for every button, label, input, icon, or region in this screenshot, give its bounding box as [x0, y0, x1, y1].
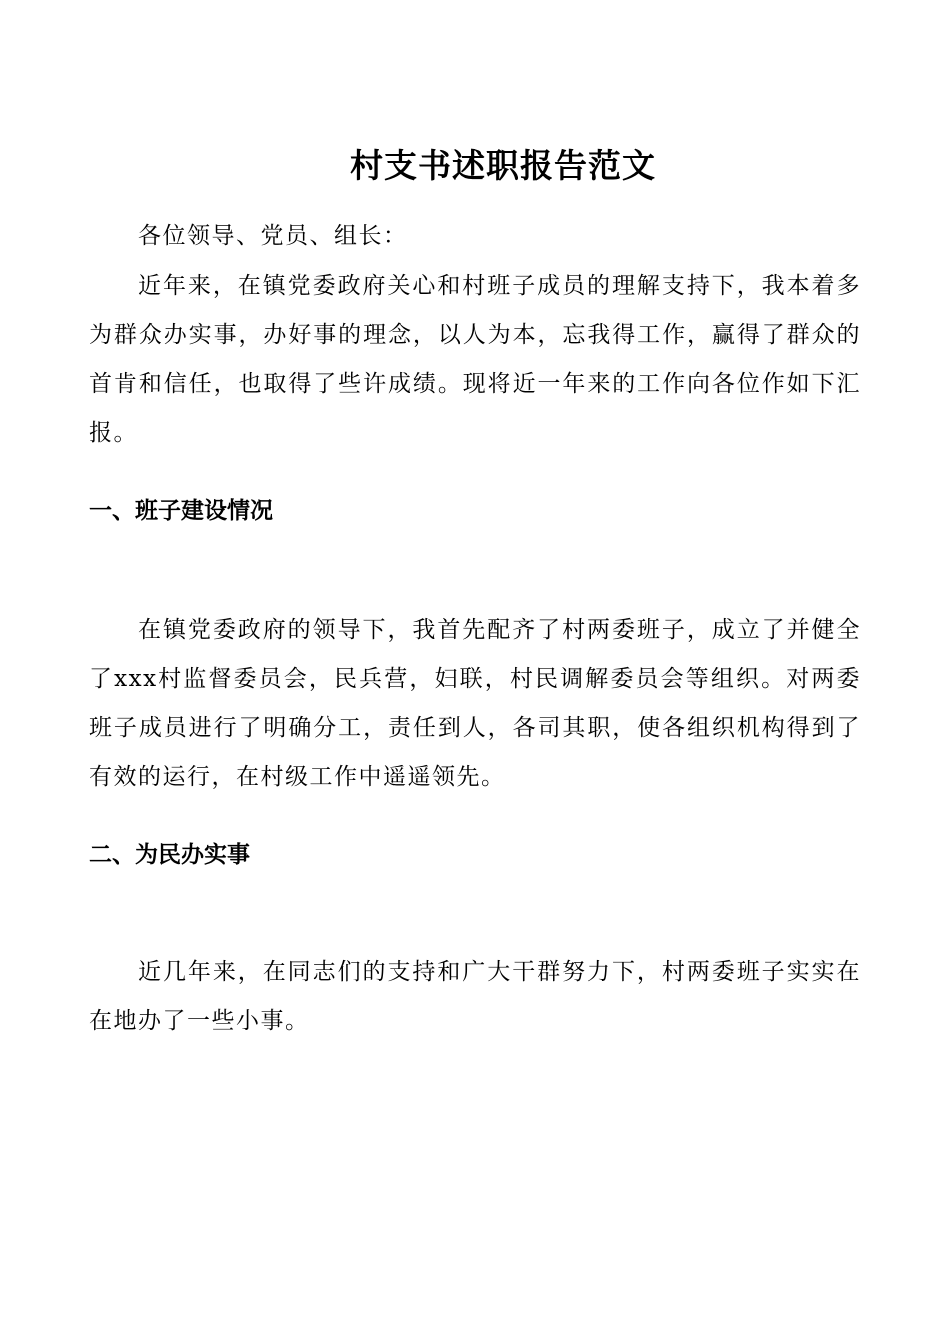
section-body-serving-people: 近几年来，在同志们的支持和广大干群努力下，村两委班子实实在在地办了一些小事。 [89, 959, 861, 1034]
section-body-team-building: 在镇党委政府的领导下，我首先配齐了村两委班子，成立了并健全了xxx村监督委员会，民兵营，妇联，村民调解委员会等组织。对两委班子成员进行了明确分工，责任到人，各司其职，使各组织机构得到了有效的运行，在村级工作中遥遥领先。 [89, 617, 861, 790]
section-heading-team-building: 一、班子建设情况 [89, 498, 273, 524]
intro-paragraph: 近年来，在镇党委政府关心和村班子成员的理解支持下，我本着多为群众办实事，办好事的理念，以人为本，忘我得工作，赢得了群众的首肯和信任，也取得了些许成绩。现将近一年来的工作向各位作如下汇报。 [89, 273, 861, 446]
document-title: 村支书述职报告范文 [350, 146, 656, 185]
section-heading-serving-people: 二、为民办实事 [89, 842, 250, 868]
salutation: 各位领导、党员、组长： [138, 223, 408, 249]
